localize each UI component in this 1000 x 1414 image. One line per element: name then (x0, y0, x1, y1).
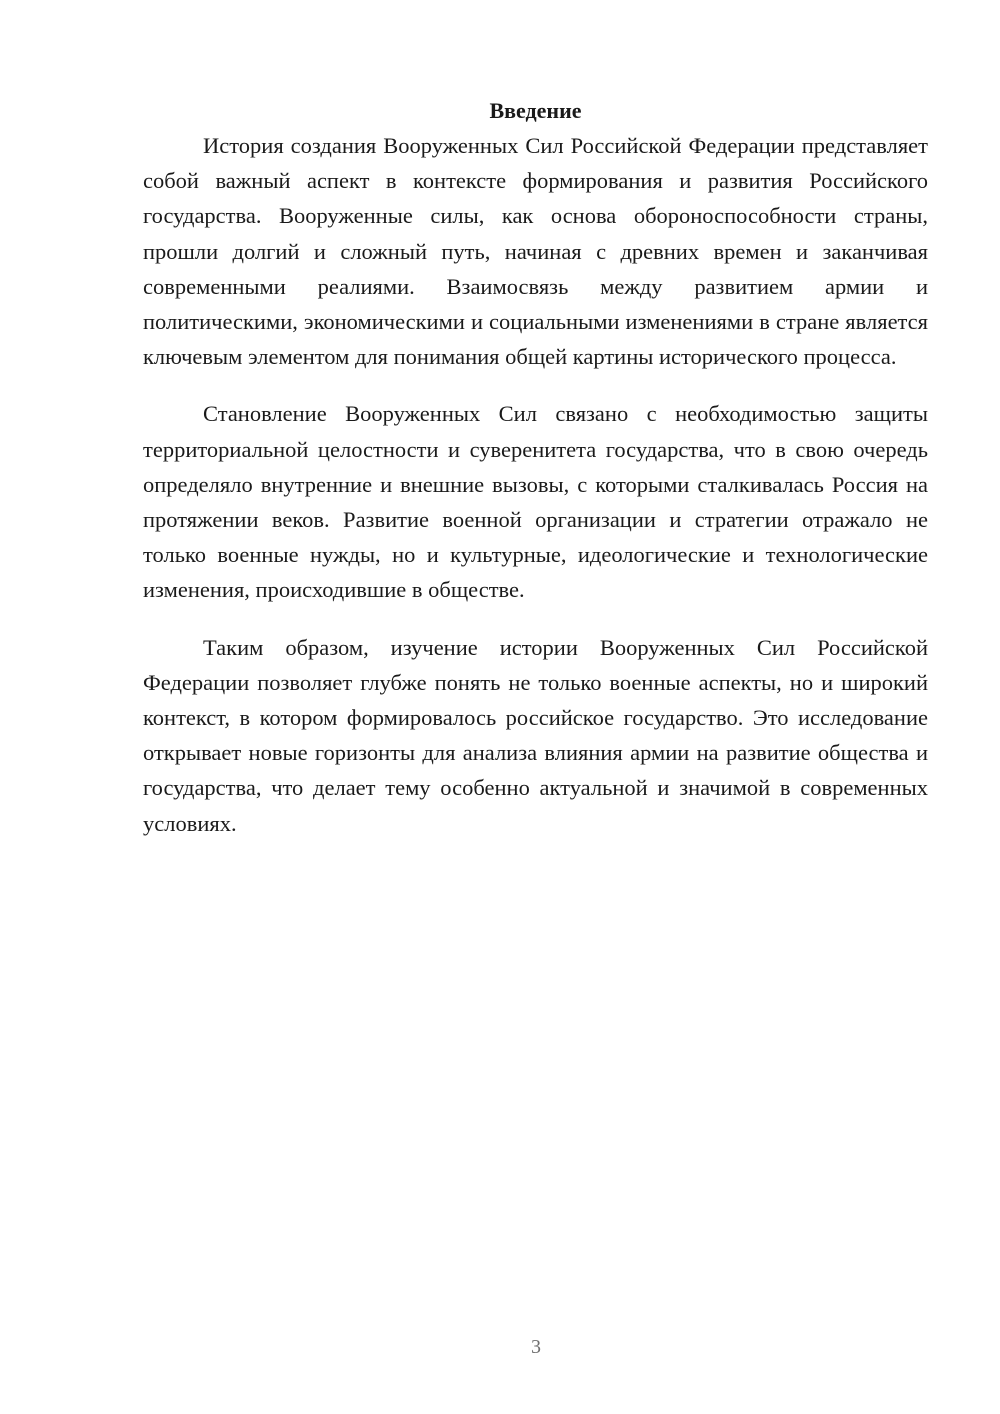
page-body (143, 96, 928, 863)
section-heading: Введение (489, 98, 582, 123)
paragraph-1: История создания Вооруженных Сил Российской Федерации представляет собой важный аспект в контексте формирования и развития Российского государства. Вооруженные силы, как основа обороноспособности страны, прошли долгий и сложный путь, начиная с древних времен и заканчивая современными реалиями. Взаимосвязь между развитием армии и политическими, экономическими и социальными изменениями в стране является ключевым элементом для понимания общей картины исторического процесса. (143, 133, 928, 370)
paragraph-2: Становление Вооруженных Сил связано с необходимостью защиты территориальной целостности и суверенитета государства, что в свою очередь определяло внутренние и внешние вызовы, с которыми сталкивалась Россия на протяжении веков. Развитие военной организации и стратегии отражало не только военные нужды, но и культурные, идеологические и технологические изменения, происходившие в обществе. (143, 401, 928, 603)
page-number: 3 (531, 1336, 541, 1358)
paragraph-3: Таким образом, изучение истории Вооруженных Сил Российской Федерации позволяет глубже понять не только военные аспекты, но и широкий контекст, в котором формировалось российское государство. Это исследование открывает новые горизонты для анализа влияния армии на развитие общества и государства, что делает тему особенно актуальной и значимой в современных условиях. (143, 634, 928, 836)
